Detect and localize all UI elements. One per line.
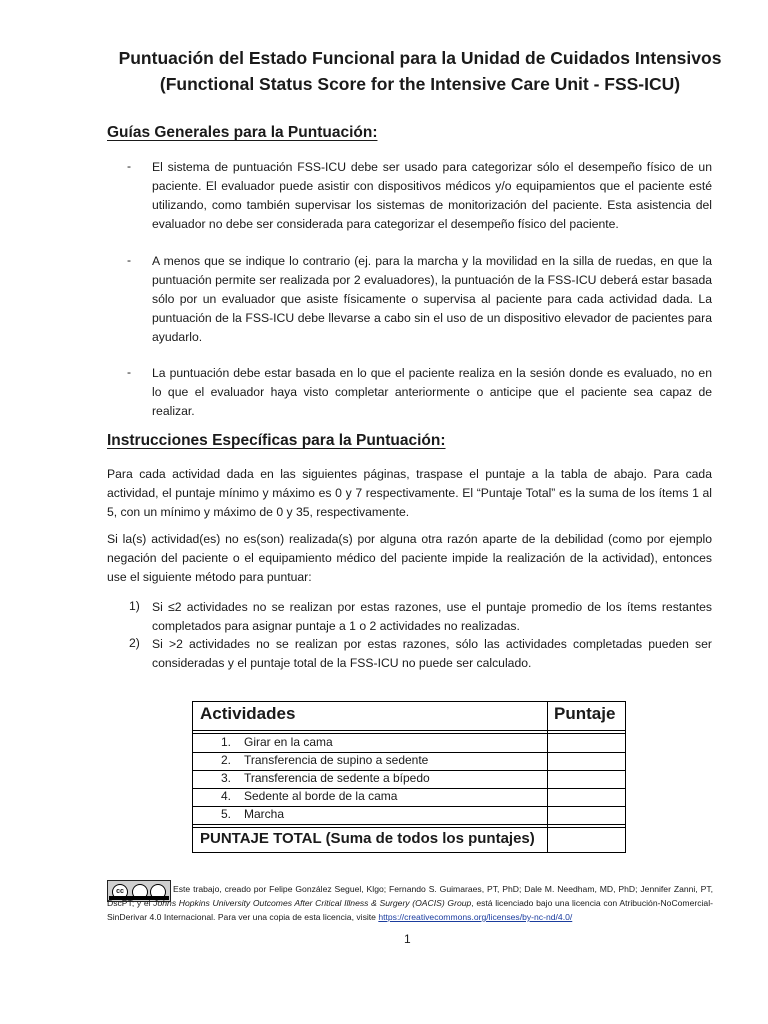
cc-icon: cc xyxy=(112,884,128,900)
table-row xyxy=(193,752,625,771)
specific-instructions-heading: Instrucciones Específicas para la Puntuación: xyxy=(107,432,446,449)
title-line-2: (Functional Status Score for the Intensive Care Unit - FSS-ICU) xyxy=(159,74,681,94)
license-text-a: Este trabajo, creado por Felipe González Seguel, Klgo; Fernando S. Guimaraes, PT, PhD; Dale M. Needham, MD, PhD; Jennifer Zanni, PT, DscPT; y el xyxy=(107,884,713,908)
bullet-dash: - xyxy=(127,159,132,173)
row-activity: Transferencia de supino a sedente xyxy=(244,753,429,767)
item-text-1: Si ≤2 actividades no se realizan por estas razones, use el puntaje promedio de los ítems restantes completados para asignar puntaje a 1 o 2 actividades no realizadas. xyxy=(152,600,712,633)
license-group-name: Johns Hopkins University Outcomes After Critical Illness & Surgery (OACIS) Group xyxy=(153,898,472,908)
license-text xyxy=(107,882,713,924)
row-activity: Transferencia de sedente a bípedo xyxy=(244,771,430,785)
item-text-2: Si >2 actividades no se realizan por estas razones, sólo las actividades completadas pueden ser consideradas y el puntaje total de la FSS-ICU no puede ser calculado. xyxy=(152,637,712,670)
table-total-label: PUNTAJE TOTAL (Suma de todos los puntajes) xyxy=(200,830,535,847)
bullet-dash: - xyxy=(127,365,132,379)
row-activity: Girar en la cama xyxy=(244,735,333,749)
table-row xyxy=(193,806,625,824)
page-number: 1 xyxy=(404,932,411,946)
row-number: 5. xyxy=(221,807,232,821)
page-title xyxy=(60,45,768,97)
table-total-rule xyxy=(193,824,625,828)
table-row xyxy=(193,770,625,789)
general-bullet-3: La puntuación debe estar basada en lo que el paciente realiza en la sesión donde es evaluado, no en lo que el evaluador haya visto completar anteriormente o anticipe que el paciente sea capaz de realizar. xyxy=(152,366,712,418)
license-link[interactable]: https://creativecommons.org/licenses/by-nc-nd/4.0/ xyxy=(378,912,573,922)
row-number: 4. xyxy=(221,789,232,803)
bullet-dash: - xyxy=(127,253,132,267)
item-number-2: 2) xyxy=(129,636,140,650)
score-table xyxy=(192,701,626,853)
table-header-score: Puntaje xyxy=(554,704,616,723)
general-bullet-2: A menos que se indique lo contrario (ej. para la marcha y la movilidad en la silla de ruedas, en que la puntuación permite ser realizada por 2 evaluadores), la puntuación de la FSS-ICU deberá estar basada sólo por un evaluador que asiste físicamente o supervisa al paciente para cada actividad dada. La puntuación de la FSS-ICU debe llevarse a cabo sin el uso de un dispositivo elevador de pacientes para ayudarlo. xyxy=(152,254,712,344)
general-bullet-1: El sistema de puntuación FSS-ICU debe ser usado para categorizar sólo el desempeño físico de un paciente. El evaluador puede asistir con dispositivos médicos y/o equipamientos que el paciente esté utilizando, como también supervisar los sistemas de monitorización del paciente. Esta asistencia del evaluador no debe ser considerada para categorizar el desempeño físico del paciente. xyxy=(152,160,712,231)
row-number: 1. xyxy=(221,735,232,749)
specific-paragraph-1: Para cada actividad dada en las siguientes páginas, traspase el puntaje a la tabla de abajo. Para cada actividad, el puntaje mínimo y máximo es 0 y 7 respectivamente. El “Puntaje Total” es la suma de los ítems 1 al 5, con un mínimo y máximo de 0 y 35, respectivamente. xyxy=(107,467,712,519)
specific-paragraph-2: Si la(s) actividad(es) no es(son) realizada(s) por alguna otra razón aparte de la debilidad (como por ejemplo negación del paciente o el equipamiento médico del paciente impide la realización de la actividad), entonces use el siguiente método para puntuar: xyxy=(107,532,712,584)
title-line-1: Puntuación del Estado Funcional para la Unidad de Cuidados Intensivos xyxy=(118,48,722,68)
row-number: 3. xyxy=(221,771,232,785)
table-header-activities: Actividades xyxy=(200,704,296,723)
item-number-1: 1) xyxy=(129,599,140,613)
row-number: 2. xyxy=(221,753,232,767)
table-row xyxy=(193,788,625,807)
row-activity: Marcha xyxy=(244,807,285,821)
general-guidelines-heading: Guías Generales para la Puntuación: xyxy=(107,124,378,141)
license-text-b: , está licenciado bajo una licencia con Atribución-NoComercial-SinDerivar 4.0 Internacional. Para ver una copia de esta licencia, visite xyxy=(107,898,713,922)
row-activity: Sedente al borde de la cama xyxy=(244,789,398,803)
table-row xyxy=(193,734,625,753)
